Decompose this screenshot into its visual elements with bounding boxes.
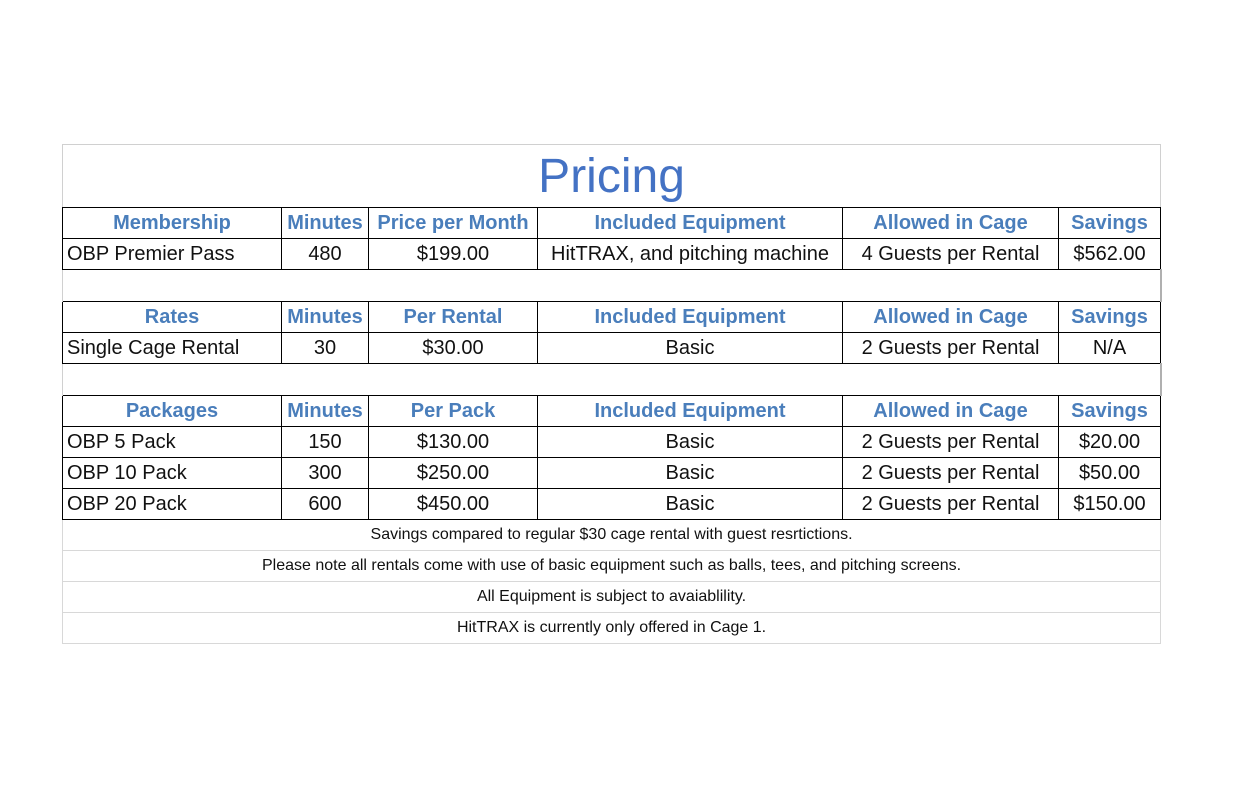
plan-name: Single Cage Rental [63, 333, 282, 364]
rates-header-row [63, 302, 1161, 333]
hittrax-note: HitTRAX is currently only offered in Cage 1. [63, 613, 1161, 644]
allowed-cell: 2 Guests per Rental [843, 333, 1059, 364]
equipment-cell: HitTRAX, and pitching machine [538, 239, 843, 270]
price-cell: $30.00 [369, 333, 538, 364]
allowed-cell: 4 Guests per Rental [843, 239, 1059, 270]
spacer-row [63, 364, 1161, 396]
membership-header: Membership [63, 208, 282, 239]
page-title: Pricing [63, 145, 1161, 208]
plan-name: OBP Premier Pass [63, 239, 282, 270]
table-row [63, 427, 1161, 458]
savings-cell: $150.00 [1059, 489, 1161, 520]
minutes-cell: 480 [282, 239, 369, 270]
equipment-cell: Basic [538, 489, 843, 520]
savings-cell: $50.00 [1059, 458, 1161, 489]
packages-header-row [63, 396, 1161, 427]
allowed-header: Allowed in Cage [843, 396, 1059, 427]
rates-header: Rates [63, 302, 282, 333]
minutes-cell: 300 [282, 458, 369, 489]
allowed-cell: 2 Guests per Rental [843, 489, 1059, 520]
allowed-cell: 2 Guests per Rental [843, 427, 1059, 458]
plan-name: OBP 10 Pack [63, 458, 282, 489]
price-header: Per Pack [369, 396, 538, 427]
table-row [63, 239, 1161, 270]
note-row [63, 582, 1161, 613]
minutes-cell: 150 [282, 427, 369, 458]
savings-cell: $20.00 [1059, 427, 1161, 458]
minutes-cell: 600 [282, 489, 369, 520]
allowed-cell: 2 Guests per Rental [843, 458, 1059, 489]
equipment-header: Included Equipment [538, 396, 843, 427]
note-row [63, 613, 1161, 644]
plan-name: OBP 5 Pack [63, 427, 282, 458]
price-cell: $250.00 [369, 458, 538, 489]
price-cell: $199.00 [369, 239, 538, 270]
price-header: Per Rental [369, 302, 538, 333]
savings-note: Savings compared to regular $30 cage rental with guest resrtictions. [63, 520, 1161, 551]
equipment-cell: Basic [538, 458, 843, 489]
savings-header: Savings [1059, 208, 1161, 239]
table-row [63, 489, 1161, 520]
availability-note: All Equipment is subject to avaiablility. [63, 582, 1161, 613]
pricing-table [62, 144, 1162, 644]
minutes-header: Minutes [282, 302, 369, 333]
note-row [63, 551, 1161, 582]
spacer-row [63, 270, 1161, 302]
price-cell: $450.00 [369, 489, 538, 520]
savings-header: Savings [1059, 396, 1161, 427]
minutes-header: Minutes [282, 396, 369, 427]
membership-header-row [63, 208, 1161, 239]
minutes-header: Minutes [282, 208, 369, 239]
savings-cell: N/A [1059, 333, 1161, 364]
plan-name: OBP 20 Pack [63, 489, 282, 520]
table-row [63, 333, 1161, 364]
equipment-header: Included Equipment [538, 208, 843, 239]
price-header: Price per Month [369, 208, 538, 239]
minutes-cell: 30 [282, 333, 369, 364]
packages-header: Packages [63, 396, 282, 427]
equipment-note: Please note all rentals come with use of basic equipment such as balls, tees, and pitching screens. [63, 551, 1161, 582]
title-row [63, 145, 1161, 208]
table-row [63, 458, 1161, 489]
equipment-header: Included Equipment [538, 302, 843, 333]
price-cell: $130.00 [369, 427, 538, 458]
equipment-cell: Basic [538, 427, 843, 458]
savings-header: Savings [1059, 302, 1161, 333]
allowed-header: Allowed in Cage [843, 302, 1059, 333]
equipment-cell: Basic [538, 333, 843, 364]
savings-cell: $562.00 [1059, 239, 1161, 270]
allowed-header: Allowed in Cage [843, 208, 1059, 239]
note-row [63, 520, 1161, 551]
